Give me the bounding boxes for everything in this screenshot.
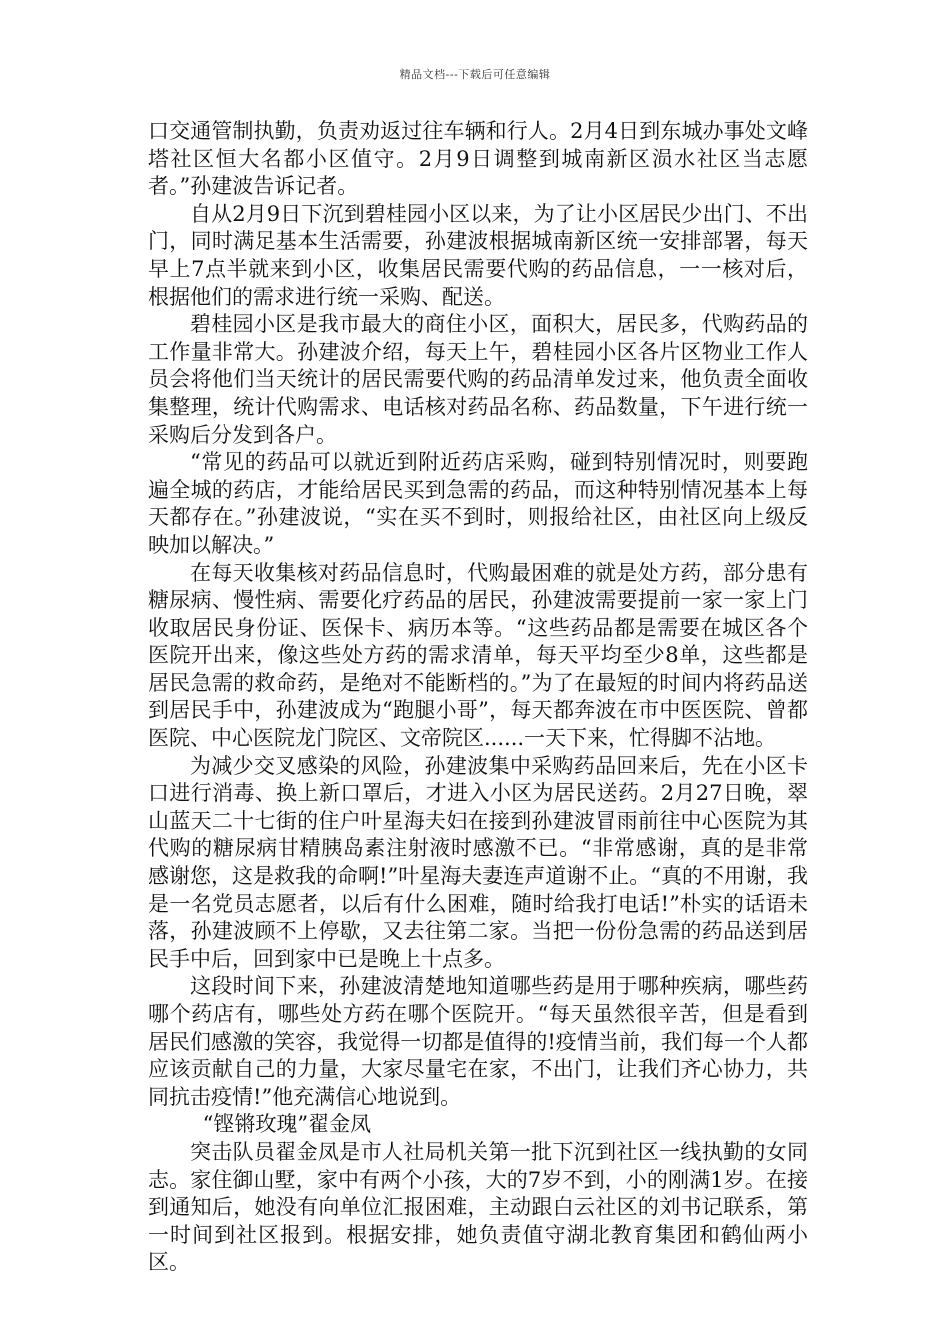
- paragraph: 突击队员翟金凤是市人社局机关第一批下沉到社区一线执勤的女同志。家住御山墅，家中有两个小孩，大的7岁不到，小的刚满1岁。在接到通知后，她没有向单位汇报困难，主动跟白云社区的刘书记联系，第一时间到社区报到。根据安排，她负责值守湖北教育集团和鹤仙两小区。: [148, 1139, 808, 1275]
- paragraph: 为减少交叉感染的风险，孙建波集中采购药品回来后，先在小区卡口进行消毒、换上新口罩后，才进入小区为居民送药。2月27日晚，翠山蓝天二十七街的住户叶星海夫妇在接到孙建波冒雨前往中心医院为其代购的糖尿病甘精胰岛素注射液时感激不已。“非常感谢，真的是非常感谢您，这是救我的命啊!”叶星海夫妻连声道谢不止。“真的不用谢，我是一名党员志愿者，以后有什么困难，随时给我打电话!”朴实的话语未落，孙建波顾不上停歇，又去往第二家。当把一份份急需的药品送到居民手中后，回到家中已是晚上十点多。: [148, 753, 808, 971]
- paragraph: 口交通管制执勤，负责劝返过往车辆和行人。2月4日到东城办事处文峰塔社区恒大名都小区值守。2月9日调整到城南新区涢水社区当志愿者。”孙建波告诉记者。: [148, 119, 808, 199]
- article-body: [148, 118, 808, 1277]
- paragraph: “常见的药品可以就近到附近药店采购，碰到特别情况时，则要跑遍全城的药店，才能给居民买到急需的药品，而这种特别情况基本上每天都存在。”孙建波说，“实在买不到时，则报给社区，由社区向上级反映加以解决。”: [148, 450, 808, 557]
- section-heading: “铿锵玫瑰”翟金凤: [202, 1112, 372, 1137]
- paragraph: 这段时间下来，孙建波清楚地知道哪些药是用于哪种疾病，哪些药哪个药店有，哪些处方药在哪个医院开。“每天虽然很辛苦，但是看到居民们感激的笑容，我觉得一切都是值得的!疫情当前，我们每一个人都应该贡献自己的力量，大家尽量宅在家，不出门，让我们齐心协力，共同抗击疫情!”他充满信心地说到。: [148, 974, 808, 1109]
- paragraph: 碧桂园小区是我市最大的商住小区，面积大，居民多，代购药品的工作量非常大。孙建波介绍，每天上午，碧桂园小区各片区物业工作人员会将他们当天统计的居民需要代购的药品清单发过来，他负责全面收集整理，统计代购需求、电话核对药品名称、药品数量，下午进行统一采购后分发到各户。: [148, 312, 808, 447]
- page-header: 精品文档---下载后可任意编辑: [399, 68, 551, 81]
- paragraph: 在每天收集核对药品信息时，代购最困难的就是处方药，部分患有糖尿病、慢性病、需要化疗药品的居民，孙建波需要提前一家一家上门收取居民身份证、医保卡、病历本等。“这些药品都是需要在城区各个医院开出来，像这些处方药的需求清单，每天平均至少8单，这些都是居民急需的救命药，是绝对不能断档的。”为了在最短的时间内将药品送到居民手中，孙建波成为“跑腿小哥”，每天都奔波在市中医医院、曾都医院、中心医院龙门院区、文帝院区......一天下来，忙得脚不沾地。: [148, 560, 808, 751]
- paragraph: 自从2月9日下沉到碧桂园小区以来，为了让小区居民少出门、不出门，同时满足基本生活需要，孙建波根据城南新区统一安排部署，每天早上7点半就来到小区，收集居民需要代购的药品信息，一一核对后，根据他们的需求进行统一采购、配送。: [148, 201, 808, 309]
